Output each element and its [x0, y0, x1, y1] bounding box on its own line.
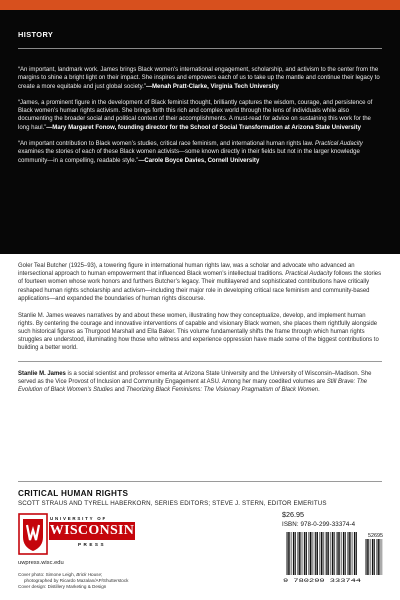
quote-text: “James, a prominent figure in the development of Black feminist thought, brilliantly captures the wisdom, courage, and persistence of Black women’s human rights activism. She brings forth this rich and complex world through the lens of individuals while also documenting the broader social and political context of their accomplishments. A must-read for advice on sustaining this work for the long haul.” [18, 99, 373, 131]
endorsement-quote [18, 99, 382, 132]
cover-credits [18, 572, 128, 591]
divider [18, 481, 382, 482]
quote-text: “An important, landmark work. James brings Black women’s international engagement, scholarship, and activism to the center from the margins to shine a bright light on their impact. She inspires and empowers each of us to take up the mantle and continue their legacy to create a more equitable and just global society.” [18, 67, 380, 90]
ean-bars [286, 532, 357, 575]
author-name: Stanlie M. James [18, 371, 66, 378]
isbn: ISBN: 978-0-299-33374-4 [282, 521, 356, 528]
book-description [18, 262, 382, 403]
addon-bars [365, 539, 382, 575]
divider [18, 361, 382, 362]
description-paragraph: Stanlie M. James weaves narratives by and about these women, illustrating how they conceptualize, develop, and implement human rights. By centering the courage and innovative interventions of capable and visionary Black women, she places them rightfully alongside such historical figures as Thurgood Marshall and Ella Baker. This volume fundamentally shifts the frame through which human rights struggles are understood, illuminating how those who witness and experience oppression have made some of the biggest contributions to building a better world. [18, 312, 379, 352]
description-text: follows the stories of fourteen women whose work honors and furthers Butcher’s legacy. Their multilayered and sophisticated contributions have critically reshaped human rights scholarship and activism—including their major role in developing critical race feminism and community-based applications—and expanded the boundaries of human rights discourse. [18, 271, 382, 302]
quote-attribution: —Mary Margaret Fonow, founding director for the School of Social Transformation at Arizona State University [46, 124, 361, 131]
logo-press-label: PRESS [77, 542, 107, 547]
barcode-graphic [282, 530, 385, 584]
design-credit: Cover design: Distillery Marketing & Design [18, 584, 107, 590]
endorsement-panel [0, 0, 400, 254]
quote-attribution: —Menah Pratt-Clarke, Virginia Tech University [145, 83, 279, 90]
credit-text: Cover photo: Simone Leigh, [18, 572, 77, 577]
addon-code: 52695 [368, 533, 383, 539]
logo-wordmark: WISCONSIN [49, 523, 135, 538]
ean-digits: 9 780299 333744 [283, 577, 362, 584]
series-info [18, 481, 382, 507]
publisher-website: uwpress.wisc.edu [18, 560, 64, 566]
accent-strip [0, 0, 400, 10]
barcode [282, 520, 385, 584]
crest-icon [18, 513, 48, 555]
series-title: CRITICAL HUMAN RIGHTS [18, 489, 129, 498]
description-text: Goler Teal Butcher (1925–93), a towering figure in international human rights law, was a scholar and advocate who advanced an intersectional approach to human empowerment that influenced Black women’s intellectual traditions. [18, 263, 355, 278]
quote-text: examines the stories of each of these Black women activists—some known directly in their fields but not in the larger knowledge community—in a compelling, readable style.” [18, 149, 360, 164]
quote-text: “An important contribution to Black women’s studies, critical race feminism, and international human rights law. [18, 141, 315, 148]
artwork-title: Brick House [76, 572, 101, 577]
description-paragraph [18, 262, 382, 303]
logo-university-label: UNIVERSITY OF [50, 516, 107, 521]
endorsement-quote [18, 140, 382, 165]
endorsement-quote [18, 66, 382, 91]
credit-text: ; [101, 572, 103, 577]
photographer-credit: photographed by Ricardo Mazalan/AP/Shutterstock [24, 578, 129, 584]
book-title-italic: Theorizing Black Feminisms: The Visionary Pragmatism of Black Women [126, 387, 319, 394]
endorsements [18, 66, 382, 173]
author-bio [18, 370, 382, 395]
book-title-italic: Still Brave: The Evolution of Black Women’s Studies [18, 379, 368, 394]
category-label: HISTORY [18, 30, 54, 39]
bio-text: and [112, 387, 127, 394]
publisher-logo [18, 513, 138, 555]
quote-attribution: —Carole Boyce Davies, Cornell University [138, 157, 260, 164]
bio-text: is a social scientist and professor emerita at Arizona State University and the University of Wisconsin–Madison. She served as the Vice Provost of Inclusion and Community Engagement at ASU. Among her many coedited volumes are [18, 371, 372, 386]
price: $26.95 [282, 510, 304, 519]
bio-text: . [318, 387, 320, 394]
book-title-italic: Practical Audacity [285, 271, 333, 278]
divider [18, 48, 382, 49]
series-editors: SCOTT STRAUS AND TYRELL HABERKORN, SERIES EDITORS; STEVE J. STERN, EDITOR EMERITUS [18, 500, 327, 507]
book-title-italic: Practical Audacity [315, 141, 363, 148]
